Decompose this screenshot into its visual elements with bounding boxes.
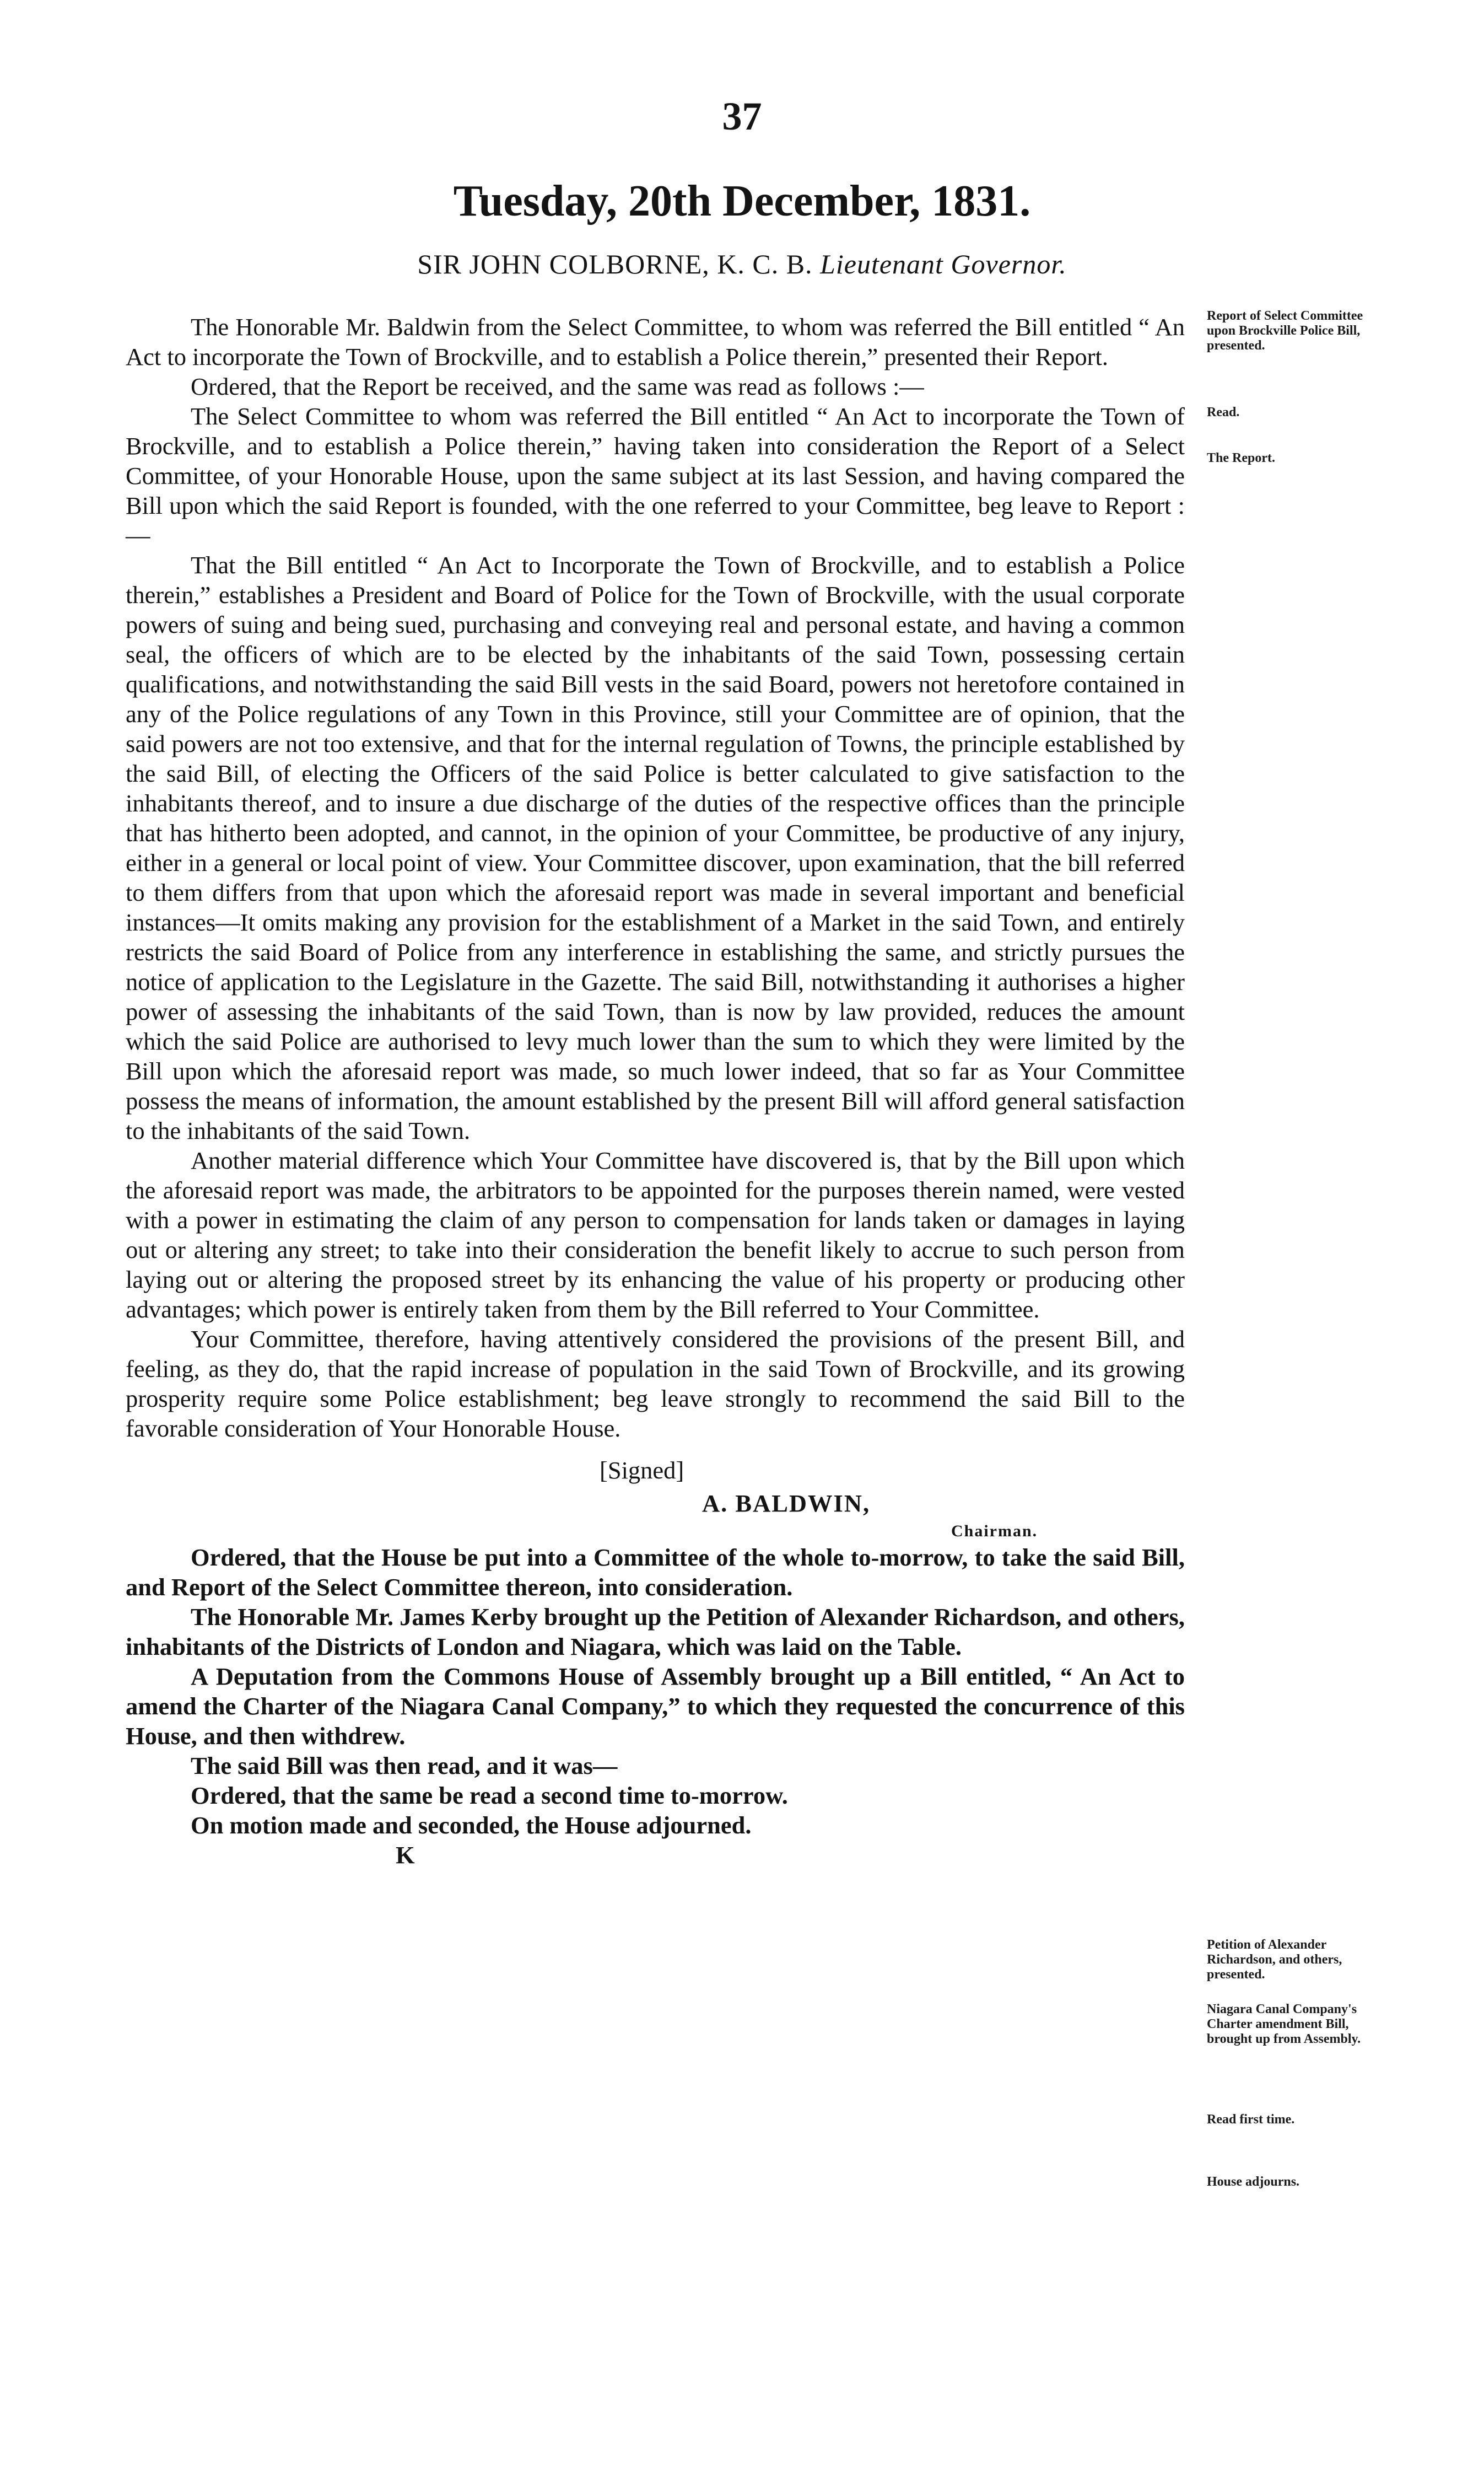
paragraph-petition: The Honorable Mr. James Kerby brought up the Petition of Alexander Richardson, and others, inhabitants of the Districts of London and Niagara, which was laid on the Table. <box>126 1603 1185 1660</box>
signature-title: Chairman. <box>951 1522 1038 1540</box>
paragraph-deputation: A Deputation from the Commons House of Assembly brought up a Bill entitled, “ An Act to amend the Charter of the Niagara Canal Company,” to which they requested the concurrence of this House, and then withdrew. <box>126 1663 1185 1750</box>
paragraph-material-difference: Another material difference which Your Committee have discovered is, that by the Bill upon which the aforesaid report was made, the arbitrators to be appointed for the purposes therein named, were vested with a power in estimating the claim of any person to compensation for lands taken or damages in laying out or altering any street; to take into their consideration the benefit likely to accrue to such person from laying out or altering the proposed street by its enhancing the value of his property or producing other advantages; which power is entirely taken from them by the Bill referred to Your Committee. <box>126 1147 1185 1323</box>
paragraph-recommendation: Your Committee, therefore, having attentively considered the provisions of the present Bill, and feeling, as they do, that the rapid increase of population in the said Town of Brockville, and its growing prosperity require some Police establishment; beg leave strongly to recommend the said Bill to the favorable consideration of Your Honorable House. <box>126 1325 1185 1442</box>
margin-note-adjourns: House adjourns. <box>1207 2175 1300 2189</box>
governor-name: SIR JOHN COLBORNE, K. C. B. <box>417 249 813 279</box>
signature-name: A. BALDWIN, <box>702 1489 871 1517</box>
margin-note-petition: Petition of Alexander Richardson, and others, presented. <box>1207 1938 1342 1982</box>
margin-note-read-first: Read first time. <box>1207 2112 1295 2127</box>
margin-note-niagara: Niagara Canal Company's Charter amendment Bill, brought up from Assembly. <box>1207 2002 1361 2046</box>
paragraph-bill-read: The said Bill was then read, and it was— <box>191 1752 618 1779</box>
journal-body <box>126 306 1185 1870</box>
margin-note-read: Read. <box>1207 405 1240 419</box>
paragraph-second-reading: Ordered, that the same be read a second time to-morrow. <box>191 1782 788 1809</box>
margin-note-the-report: The Report. <box>1207 451 1275 465</box>
paragraph-report-presented: The Honorable Mr. Baldwin from the Select Committee, to whom was referred the Bill entitled “ An Act to incorporate the Town of Brockville, and to establish a Police therein,” presented their Report. <box>126 313 1185 370</box>
governor-line <box>0 248 1484 280</box>
paragraph-committee-ordered: Ordered, that the House be put into a Committee of the whole to-morrow, to take the said Bill, and Report of the Select Committee thereon, into consideration. <box>126 1543 1185 1601</box>
signature-signed: [Signed] <box>600 1456 684 1484</box>
governor-title: Lieutenant Governor. <box>820 249 1067 279</box>
paragraph-committee-intro: The Select Committee to whom was referred the Bill entitled “ An Act to incorporate the Town of Brockville, and to establish a Police therein,” having taken into consideration the Report of a Select Committee, of your Honorable House, upon the same subject at its last Session, and having compared the Bill upon which the said Report is founded, with the one referred to your Committee, beg leave to Report :— <box>126 402 1185 549</box>
page-number: 37 <box>722 94 762 138</box>
signature-mark: K <box>396 1841 415 1869</box>
paragraph-adjourned: On motion made and seconded, the House adjourned. <box>191 1811 752 1839</box>
margin-note-report-presented: Report of Select Committee upon Brockville Police Bill, presented. <box>1207 309 1363 353</box>
paragraph-bill-provisions: That the Bill entitled “ An Act to Incorporate the Town of Brockville, and to establish a Police therein,” establishes a President and Board of Police for the Town of Brockville, with the usual corporate powers of suing and being sued, purchasing and conveying real and personal estate, and having a common seal, the officers of which are to be elected by the inhabitants of the said Town, possessing certain qualifications, and notwithstanding the said Bill vests in the said Board, powers not heretofore contained in any of the Police regulations of any Town in this Province, still your Committee are of opinion, that the said powers are not too extensive, and that for the internal regulation of Towns, the principle established by the said Bill, of electing the Officers of the said Police is better calculated to give satisfaction to the inhabitants thereof, and to insure a due discharge of the duties of the respective offices than the principle that has hitherto been adopted, and cannot, in the opinion of your Committee, be productive of any injury, either in a general or local point of view. Your Committee discover, upon examination, that the bill referred to them differs from that upon which the aforesaid report was made in several important and beneficial instances—It omits making any provision for the establishment of a Market in the said Town, and entirely restricts the said Board of Police from any interference in establishing the same, and strictly pursues the notice of application to the Legislature in the Gazette. The said Bill, notwithstanding it authorises a higher power of assessing the inhabitants of the said Town, than is now by law provided, reduces the amount which the said Police are authorised to levy much lower than the sum to which they were limited by the Bill upon which the aforesaid report was made, so much lower indeed, that so far as Your Committee possess the means of information, the amount established by the present Bill will afford general satisfaction to the inhabitants of the said Town. <box>126 551 1185 1144</box>
paragraph-report-ordered: Ordered, that the Report be received, and the same was read as follows :— <box>191 373 924 400</box>
date-heading: Tuesday, 20th December, 1831. <box>453 177 1031 225</box>
